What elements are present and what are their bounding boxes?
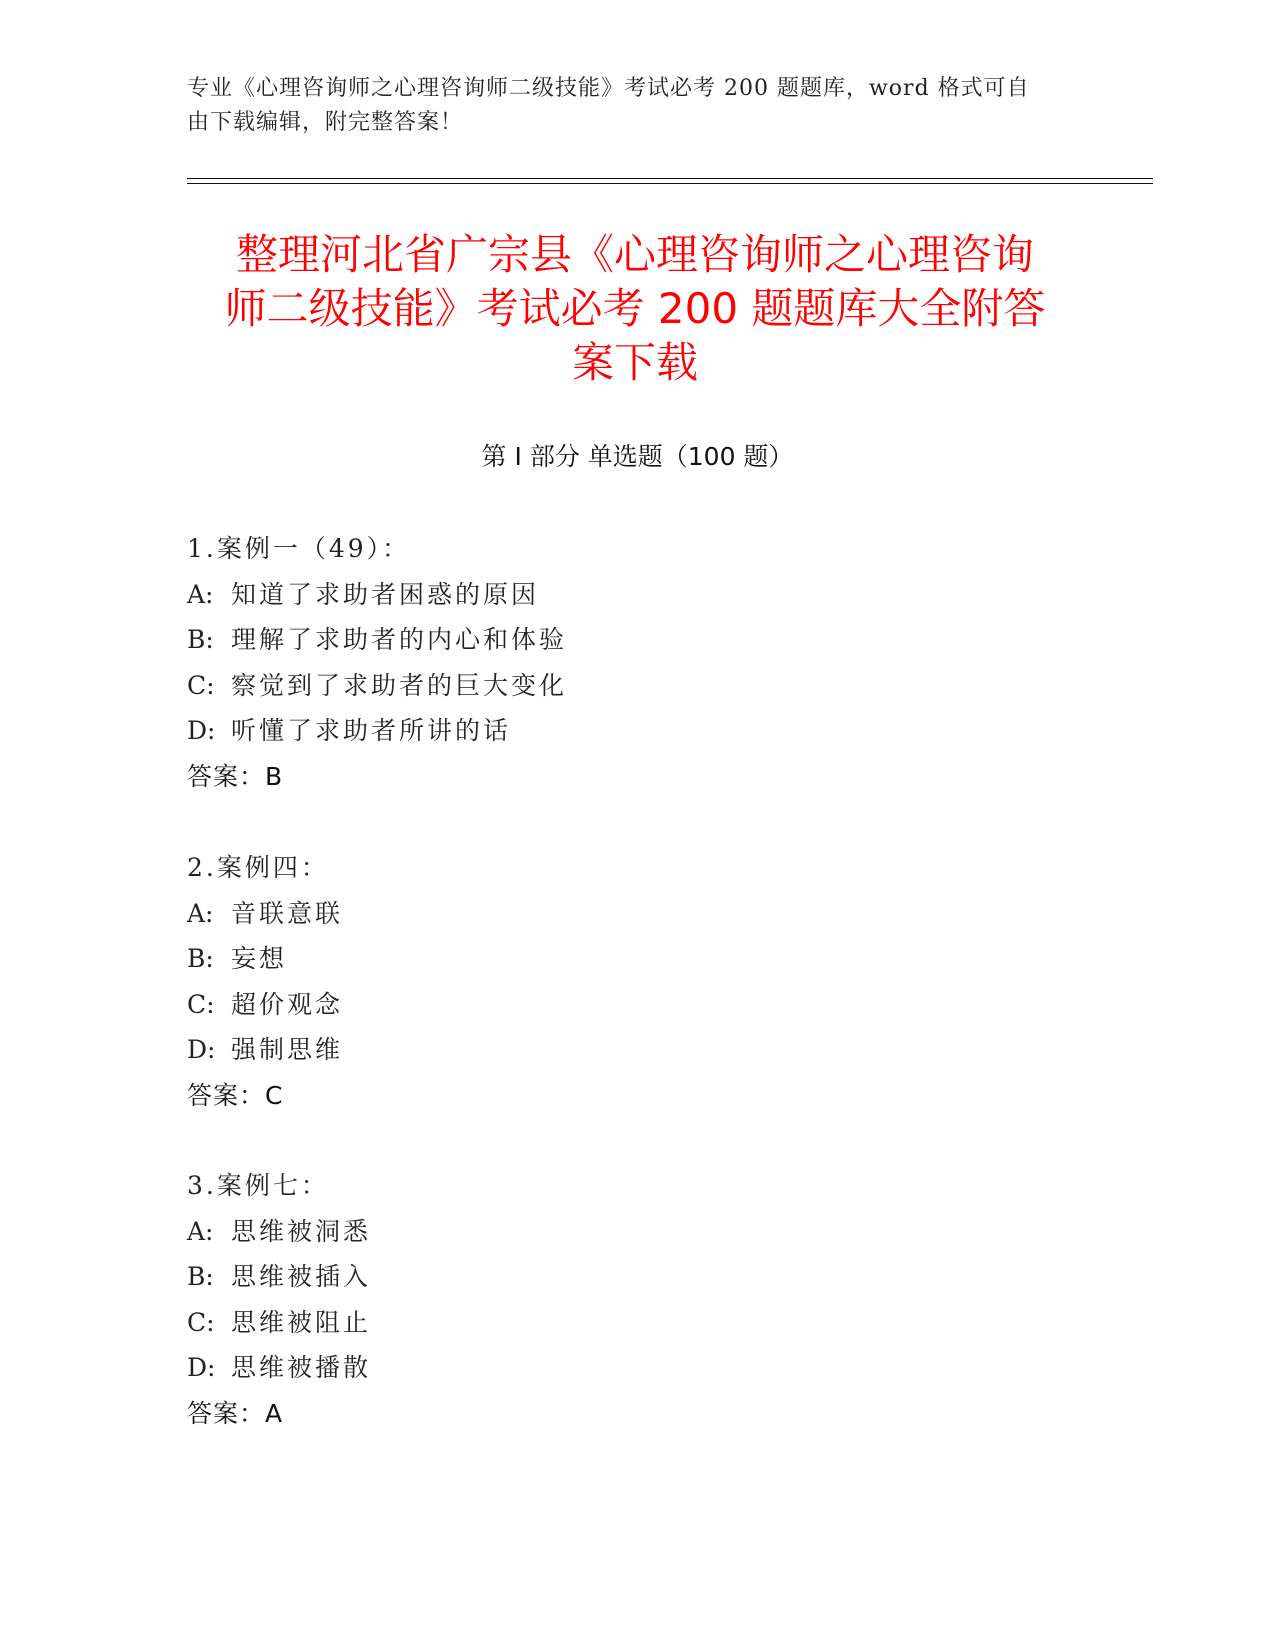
option-letter: B: [187, 625, 214, 654]
option-letter: B: [187, 1262, 214, 1291]
option-text: 知道了求助者困惑的原因 [231, 579, 540, 609]
section-title: 第 I 部分 单选题（100 题） [481, 442, 794, 471]
option-text: 察觉到了求助者的巨大变化 [231, 670, 568, 700]
option-text: 强制思维 [231, 1035, 344, 1064]
option-d [187, 1027, 1087, 1073]
option-letter: C: [187, 1307, 215, 1337]
header-note [187, 72, 1067, 140]
header-divider-top [187, 178, 1153, 179]
option-text: 妄想 [231, 944, 288, 973]
question-block [187, 526, 1087, 799]
option-c [187, 1300, 1087, 1346]
option-b [187, 936, 1087, 982]
option-letter: C: [187, 989, 215, 1019]
option-text: 思维被阻止 [231, 1307, 372, 1337]
question-block [187, 1163, 1087, 1436]
document-title-line-3: 案下载 [571, 338, 698, 387]
option-text: 思维被插入 [231, 1262, 372, 1291]
question-stem: 1.案例一（49）： [187, 534, 411, 563]
option-text: 理解了求助者的内心和体验 [231, 625, 568, 654]
option-a [187, 1209, 1087, 1255]
option-letter: D: [187, 1035, 216, 1064]
option-letter: D: [187, 716, 216, 745]
option-letter: D: [187, 1353, 216, 1382]
option-text: 听懂了求助者所讲的话 [231, 716, 512, 745]
option-letter: A: [187, 1216, 214, 1246]
question-stem: 3.案例七： [187, 1171, 329, 1200]
header-divider-bottom [187, 183, 1153, 184]
option-text: 思维被洞悉 [231, 1216, 372, 1246]
answer: 答案：C [187, 1080, 284, 1110]
option-text: 音联意联 [231, 898, 344, 928]
question-stem: 2.案例四： [187, 853, 329, 882]
option-text: 超价观念 [231, 989, 344, 1019]
header-note-line-2: 由下载编辑，附完整答案！ [187, 110, 464, 135]
option-letter: B: [187, 944, 214, 973]
option-letter: A: [187, 898, 214, 928]
option-b [187, 617, 1087, 663]
option-c [187, 663, 1087, 709]
header-note-line-1: 专业《心理咨询师之心理咨询师二级技能》考试必考 200 题题库，word 格式可自 [187, 76, 1030, 101]
option-b [187, 1254, 1087, 1300]
option-c [187, 982, 1087, 1028]
document-title-line-2: 师二级技能》考试必考 200 题题库大全附答 [224, 284, 1046, 333]
option-d [187, 708, 1087, 754]
document-title [180, 228, 1090, 390]
answer: 答案：B [187, 761, 284, 791]
option-a [187, 572, 1087, 618]
option-a [187, 891, 1087, 937]
document-title-line-1: 整理河北省广宗县《心理咨询师之心理咨询 [235, 230, 1034, 279]
question-block [187, 845, 1087, 1118]
option-text: 思维被播散 [231, 1353, 372, 1382]
option-d [187, 1345, 1087, 1391]
option-letter: A: [187, 579, 214, 609]
option-letter: C: [187, 670, 215, 700]
answer: 答案：A [187, 1398, 284, 1428]
